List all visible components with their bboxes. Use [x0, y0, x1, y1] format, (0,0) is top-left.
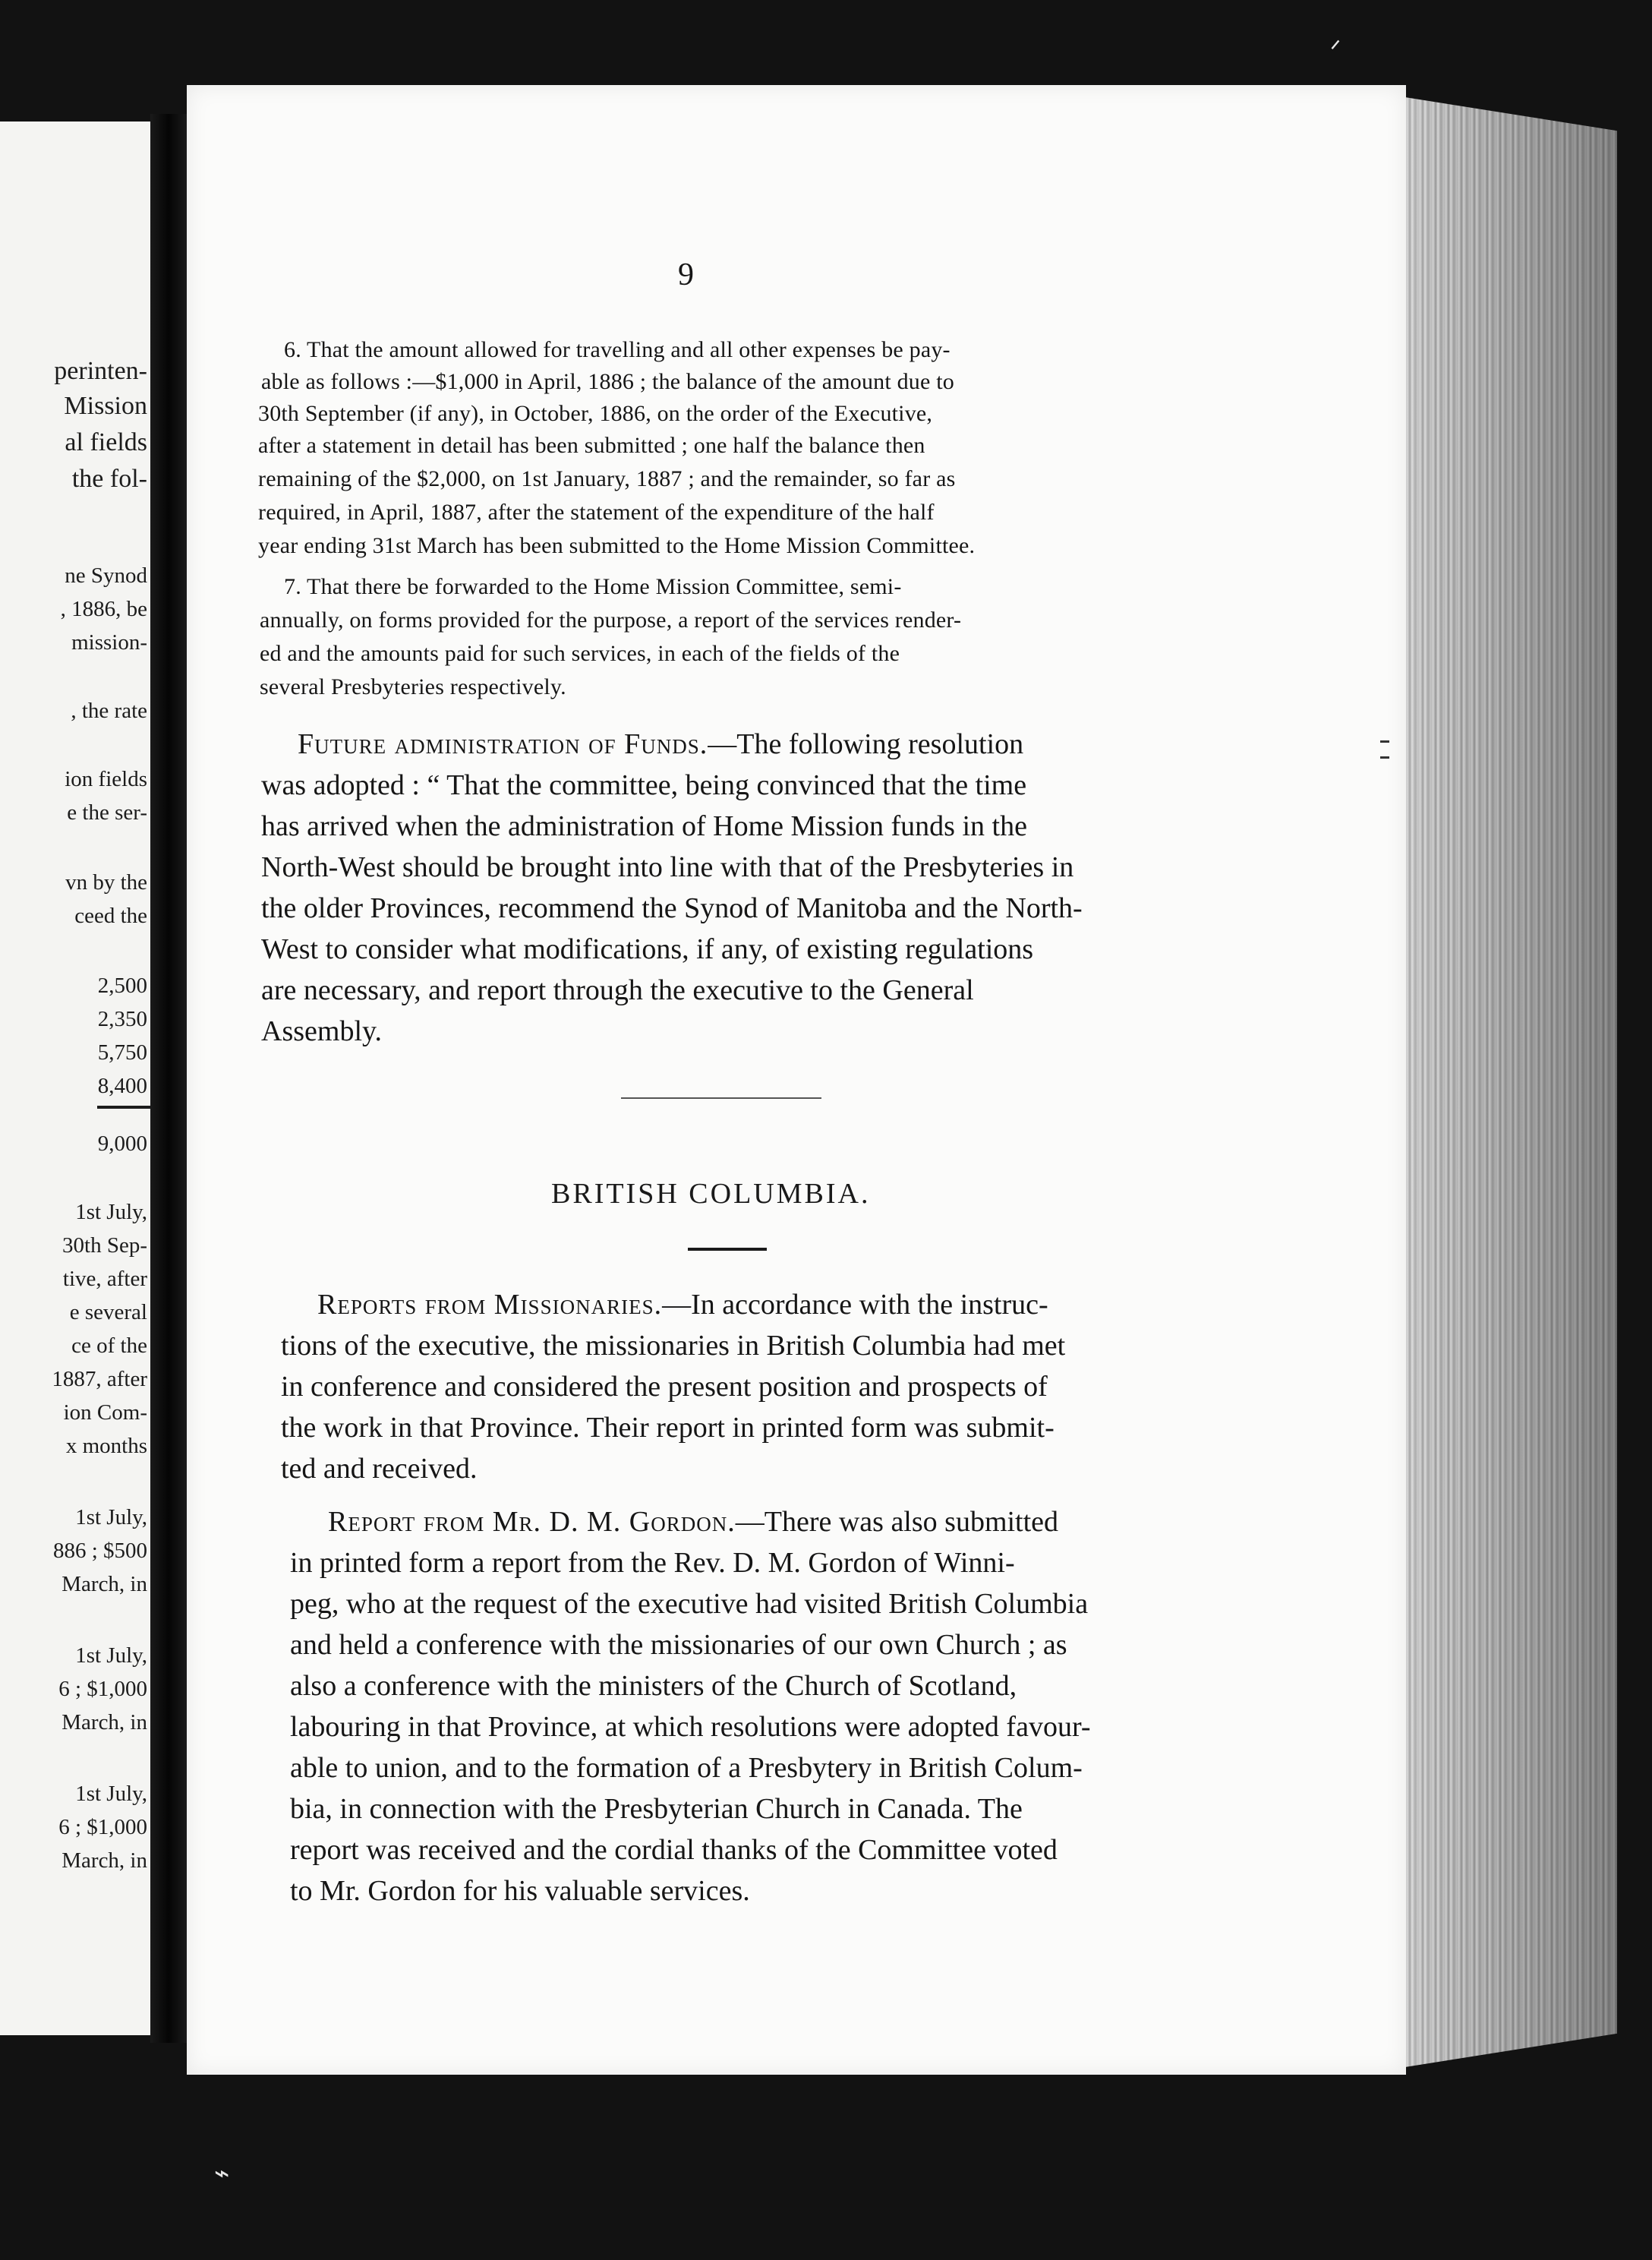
- report-from-gordon-heading: Report from Mr. D. M. Gordon.: [328, 1506, 736, 1538]
- paragraph-6-line: required, in April, 1887, after the statement of the expenditure of the half: [258, 500, 935, 525]
- future-administration-line: was adopted : “ That the committee, being convinced that the time: [261, 769, 1027, 801]
- future-administration-line: North-West should be brought into line with that of the Presbyteries in: [261, 851, 1074, 883]
- book-gutter: [150, 114, 187, 2043]
- left-page-amount: 2,350: [97, 1007, 147, 1031]
- margin-mark: [1380, 740, 1389, 759]
- paragraph-6-line: after a statement in detail has been submitted ; one half the balance then: [258, 433, 925, 458]
- left-page-line: ne Synod: [65, 563, 147, 588]
- left-page-line: , 1886, be: [60, 597, 147, 621]
- left-page-line: March, in: [61, 1572, 147, 1596]
- reports-from-missionaries-line: tions of the executive, the missionaries in British Columbia had met: [281, 1330, 1066, 1362]
- left-page-total-rule: [97, 1106, 150, 1109]
- left-page-line: , the rate: [71, 699, 147, 723]
- left-page-line: Mission: [64, 392, 147, 420]
- future-administration-first-line-rest: —The following resolution: [708, 728, 1024, 760]
- speck-bottom-left: ⌁: [214, 2160, 230, 2188]
- left-page-amount: 2,500: [97, 974, 147, 998]
- left-page-line: 1st July,: [75, 1782, 147, 1806]
- report-from-gordon-line: also a conference with the ministers of the Church of Scotland,: [290, 1670, 1017, 1702]
- left-page-amount: 5,750: [97, 1040, 147, 1065]
- paragraph-6-line: 30th September (if any), in October, 1886, on the order of the Executive,: [258, 401, 933, 426]
- left-page-line: ion Com-: [63, 1400, 147, 1425]
- left-page-line: perinten-: [54, 357, 147, 385]
- report-from-gordon-line: labouring in that Province, at which resolutions were adopted favour-: [290, 1711, 1091, 1743]
- left-page-line: mission-: [71, 630, 147, 655]
- paragraph-6-line: year ending 31st March has been submitted to the Home Mission Committee.: [258, 533, 976, 558]
- paragraph-7-line: 7. That there be forwarded to the Home Mission Committee, semi-: [284, 574, 902, 599]
- future-administration-line: West to consider what modifications, if any, of existing regulations: [261, 933, 1034, 965]
- report-from-gordon-line: peg, who at the request of the executive had visited British Columbia: [290, 1588, 1089, 1620]
- section-heading: BRITISH COLUMBIA.: [551, 1178, 871, 1210]
- reports-from-missionaries-heading: Reports from Missionaries.: [317, 1289, 663, 1321]
- left-page-line: 30th Sep-: [62, 1233, 147, 1258]
- report-from-gordon-line: and held a conference with the missionaries of our own Church ; as: [290, 1629, 1067, 1661]
- left-page-amount: 8,400: [97, 1074, 147, 1098]
- left-page-line: 6 ; $1,000: [58, 1677, 147, 1701]
- left-page-line: 886 ; $500: [52, 1539, 147, 1563]
- paragraph-7-line: annually, on forms provided for the purpose, a report of the services render-: [260, 608, 962, 633]
- reports-from-missionaries-line: ted and received.: [281, 1453, 478, 1485]
- left-page-line: 1st July,: [75, 1505, 147, 1529]
- report-from-gordon-line: to Mr. Gordon for his valuable services.: [290, 1875, 750, 1907]
- paragraph-7-line: ed and the amounts paid for such services, in each of the fields of the: [260, 641, 900, 666]
- left-page-line: March, in: [61, 1848, 147, 1873]
- left-page-line: e several: [69, 1300, 147, 1324]
- left-page-line: tive, after: [62, 1267, 147, 1291]
- section-divider: [621, 1097, 821, 1099]
- report-from-gordon-line: bia, in connection with the Presbyterian Church in Canada. The: [290, 1793, 1023, 1825]
- page-number: 9: [678, 257, 694, 292]
- future-administration-line: has arrived when the administration of Home Mission funds in the: [261, 810, 1027, 842]
- reports-from-missionaries-line: in conference and considered the present position and prospects of: [281, 1371, 1048, 1403]
- report-from-gordon-first-line: [328, 1505, 1058, 1539]
- paragraph-6-line: remaining of the $2,000, on 1st January, 1887 ; and the remainder, so far as: [258, 466, 956, 491]
- reports-from-missionaries-line: the work in that Province. Their report in printed form was submit-: [281, 1412, 1055, 1444]
- report-from-gordon-first-line-rest: —There was also submitted: [735, 1506, 1059, 1538]
- left-page-line: vn by the: [65, 870, 147, 895]
- report-from-gordon-line: in printed form a report from the Rev. D. M. Gordon of Winni-: [290, 1547, 1015, 1579]
- left-page-total: 9,000: [97, 1132, 147, 1156]
- left-page-line: March, in: [61, 1710, 147, 1734]
- reports-from-missionaries-first-line: [317, 1288, 1048, 1321]
- left-page-line: the fol-: [71, 465, 147, 493]
- reports-from-missionaries-first-line-rest: —In accordance with the instruc-: [662, 1289, 1048, 1321]
- paragraph-6-line: 6. That the amount allowed for travelling and all other expenses be pay-: [284, 337, 951, 362]
- left-page-line: al fields: [65, 428, 147, 456]
- left-page-line: 1st July,: [75, 1200, 147, 1224]
- report-from-gordon-line: able to union, and to the formation of a Presbytery in British Colum-: [290, 1752, 1083, 1784]
- left-page-line: ceed the: [74, 904, 147, 928]
- left-page-line: ion fields: [65, 767, 147, 791]
- future-administration-first-line: [298, 728, 1023, 761]
- speck-top-right: ᐟ: [1330, 36, 1341, 65]
- paragraph-6-line: able as follows :—$1,000 in April, 1886 ; the balance of the amount due to: [261, 369, 954, 394]
- future-administration-line: are necessary, and report through the executive to the General: [261, 974, 974, 1006]
- left-page-line: 1887, after: [52, 1367, 147, 1391]
- future-administration-line: Assembly.: [261, 1015, 383, 1047]
- paragraph-7-line: several Presbyteries respectively.: [260, 674, 566, 699]
- left-page-line: 6 ; $1,000: [58, 1815, 147, 1839]
- left-page-line: e the ser-: [67, 800, 147, 825]
- left-page-line: ce of the: [71, 1334, 147, 1358]
- future-administration-line: the older Provinces, recommend the Synod of Manitoba and the North-: [261, 892, 1083, 924]
- future-administration-heading: Future administration of Funds.: [298, 728, 708, 760]
- left-page-line: 1st July,: [75, 1643, 147, 1668]
- left-page-line: x months: [65, 1434, 147, 1458]
- report-from-gordon-line: report was received and the cordial thanks of the Committee voted: [290, 1834, 1058, 1866]
- heading-underline: [688, 1248, 767, 1251]
- previous-page-fragment: [0, 122, 150, 2035]
